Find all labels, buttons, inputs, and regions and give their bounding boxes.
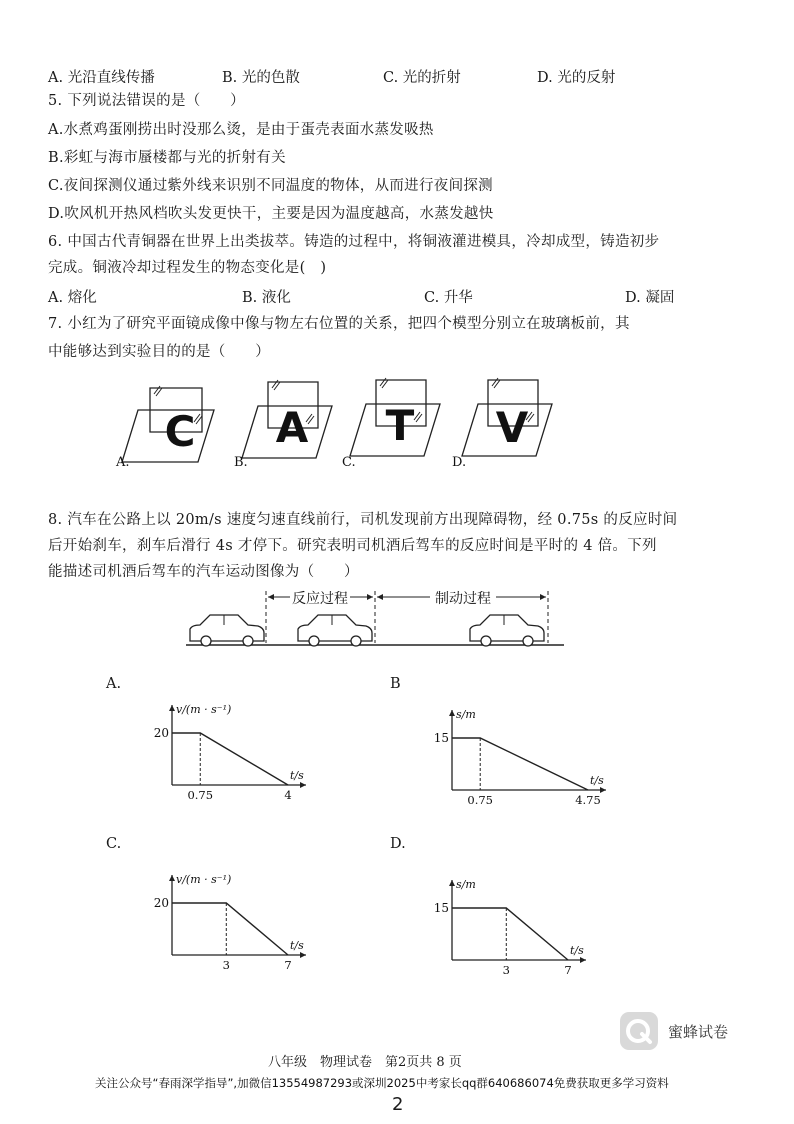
y-axis-label: v/(m · s⁻¹)	[176, 873, 232, 886]
q4-option-c: C. 光的折射	[383, 70, 461, 86]
data-line	[172, 733, 288, 785]
q7-model-a	[115, 386, 214, 470]
y-axis-arrow	[169, 875, 175, 881]
graph-b	[430, 700, 620, 810]
q7-option-c: C.	[342, 455, 356, 470]
x-axis-label: t/s	[570, 944, 584, 957]
y-tick-label: 15	[433, 731, 449, 745]
x-tick-label: 4.75	[575, 793, 601, 807]
q7-mirror-models	[110, 370, 570, 475]
x-axis-arrow	[580, 957, 586, 963]
x-tick-label: 7	[564, 963, 572, 977]
q7-model-b	[234, 380, 332, 470]
q6-option-a: A. 熔化	[48, 290, 97, 306]
y-tick-label: 20	[153, 726, 169, 740]
x-axis-arrow	[300, 952, 306, 958]
q4-option-d: D. 光的反射	[537, 70, 616, 86]
q6-option-b: B. 液化	[242, 290, 291, 306]
graph-d	[430, 870, 600, 980]
x-tick-label: 0.75	[467, 793, 494, 807]
x-tick-label: 3	[222, 958, 230, 972]
promo-text: 关注公众号“春雨深学指导”,加微信13554987293或深圳2025中考家长qq群640686074免费获取更多学习资料	[95, 1076, 669, 1090]
car-2	[298, 615, 372, 646]
q6-option-d: D. 凝固	[625, 290, 675, 306]
data-line	[452, 738, 588, 790]
q8-stem-line1: 8. 汽车在公路上以 20m/s 速度匀速直线前行，司机发现前方出现障碍物，经 0.75s 的反应时间	[48, 512, 678, 528]
y-axis-arrow	[449, 880, 455, 886]
q5-option-a: A.水煮鸡蛋刚捞出时没那么烫，是由于蛋壳表面水蒸发吸热	[48, 122, 434, 138]
x-tick-label: 7	[284, 958, 292, 972]
y-tick-label: 20	[153, 896, 169, 910]
q5-option-b: B.彩虹与海市蜃楼都与光的折射有关	[48, 150, 286, 166]
y-axis-label: s/m	[456, 708, 476, 721]
q7-model-c-letter: T	[385, 401, 415, 450]
x-axis-arrow	[300, 782, 306, 788]
x-axis-label: t/s	[290, 939, 304, 952]
q7-stem-line2: 中能够达到实验目的的是（ ）	[48, 344, 270, 360]
car-3	[470, 615, 544, 646]
y-axis-label: s/m	[456, 878, 476, 891]
graph-c-option: C.	[106, 836, 122, 852]
q8-car-diagram	[180, 585, 570, 653]
q8-stem-line3: 能描述司机酒后驾车的汽车运动图像为（ ）	[48, 564, 359, 580]
q7-model-d	[452, 378, 552, 470]
x-tick-label: 3	[502, 963, 510, 977]
y-axis-arrow	[449, 710, 455, 716]
q6-stem-line1: 6. 中国古代青铜器在世界上出类拔萃。铸造的过程中，将铜液灌进模具，冷却成型，铸造初步	[48, 234, 660, 250]
q5-stem: 5. 下列说法错误的是（ ）	[48, 93, 245, 109]
q7-option-b: B.	[234, 455, 248, 470]
bee-logo-icon	[620, 1012, 658, 1050]
q7-model-d-letter: V	[495, 403, 529, 452]
q4-option-a: A. 光沿直线传播	[48, 70, 155, 86]
x-tick-label: 4	[284, 788, 292, 802]
q8-stem-line2: 后开始刹车，刹车后滑行 4s 才停下。研究表明司机酒后驾车的反应时间是平时的 4 倍。下列	[48, 538, 657, 554]
x-axis-arrow	[600, 787, 606, 793]
q7-model-c	[342, 378, 440, 470]
q4-option-b: B. 光的色散	[222, 70, 300, 86]
watermark-text: 蜜蜂试卷	[668, 1023, 729, 1041]
graph-a-option: A.	[106, 676, 122, 692]
y-axis-label: v/(m · s⁻¹)	[176, 703, 232, 716]
q8-braking-label: 制动过程	[435, 591, 491, 607]
q7-model-a-letter: C	[164, 407, 196, 456]
graph-a	[150, 695, 320, 805]
q5-option-c: C.夜间探测仪通过紫外线来识别不同温度的物体，从而进行夜间探测	[48, 178, 493, 194]
graph-b-option: B	[390, 676, 401, 692]
x-axis-label: t/s	[590, 774, 604, 787]
y-tick-label: 15	[433, 901, 449, 915]
q7-option-d: D.	[452, 455, 467, 470]
data-line	[452, 908, 568, 960]
x-tick-label: 0.75	[187, 788, 214, 802]
car-1	[190, 615, 264, 646]
graph-d-option: D.	[390, 836, 406, 852]
page-number: 2	[392, 1094, 404, 1115]
q5-option-d: D.吹风机开热风档吹头发更快干，主要是因为温度越高，水蒸发越快	[48, 206, 494, 222]
y-axis-arrow	[169, 705, 175, 711]
graph-c	[150, 865, 320, 975]
q6-stem-line2: 完成。铜液冷却过程发生的物态变化是( )	[48, 260, 327, 276]
x-axis-label: t/s	[290, 769, 304, 782]
q6-option-c: C. 升华	[424, 290, 473, 306]
q7-option-a: A.	[116, 455, 130, 470]
q7-stem-line1: 7. 小红为了研究平面镜成像中像与物左右位置的关系，把四个模型分别立在玻璃板前，其	[48, 316, 630, 332]
q8-reaction-label: 反应过程	[292, 591, 348, 607]
data-line	[172, 903, 288, 955]
page-footer: 八年级 物理试卷 第2页共 8 页	[268, 1055, 462, 1070]
q7-model-b-letter: A	[275, 403, 309, 452]
